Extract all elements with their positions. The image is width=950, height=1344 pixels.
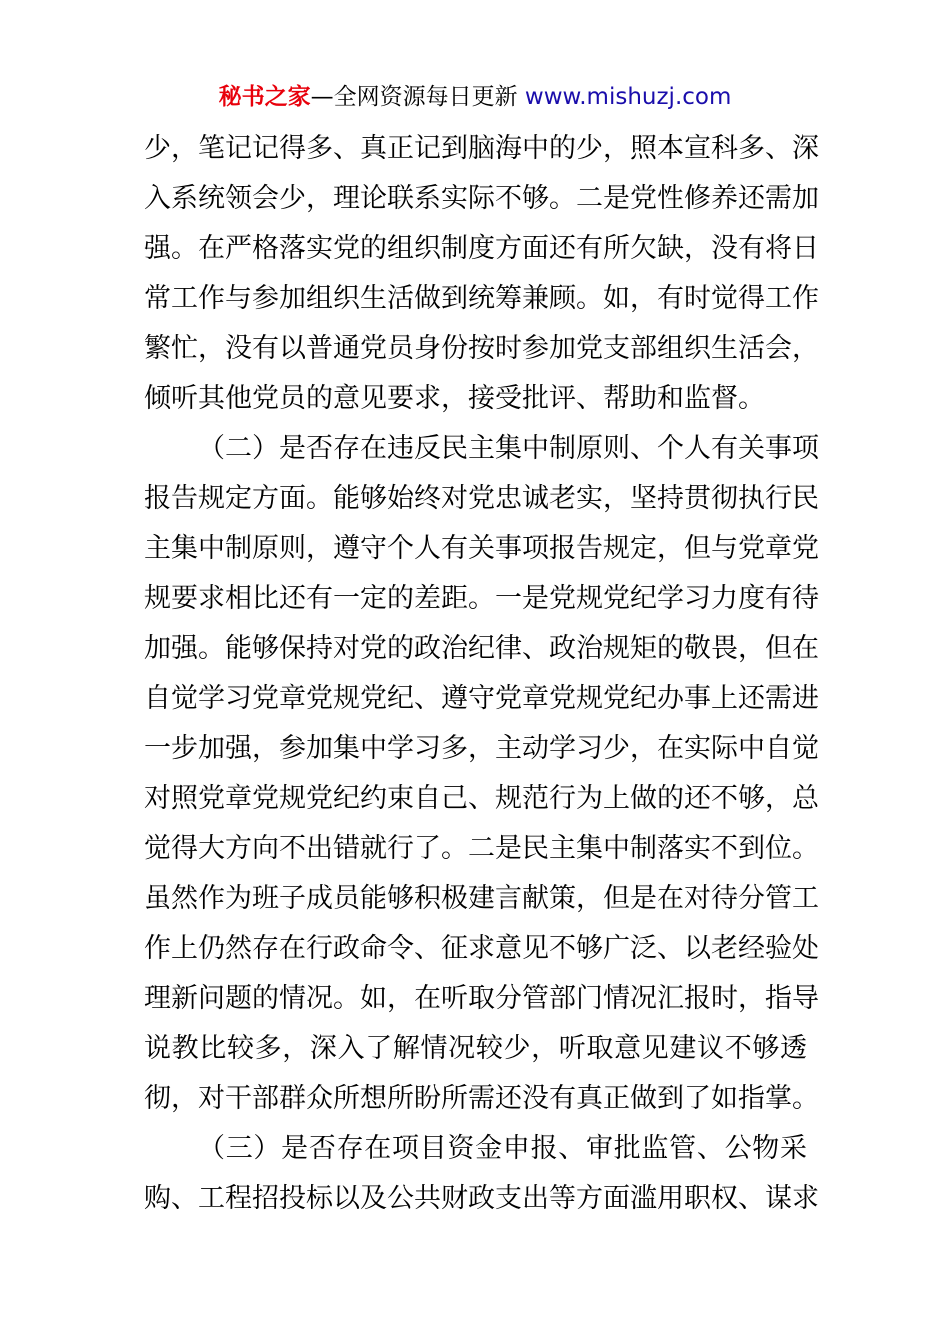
text-line: 少，笔记记得多、真正记到脑海中的少，照本宣科多、深 — [144, 133, 819, 164]
text-line: 作上仍然存在行政命令、征求意见不够广泛、以老经验处 — [144, 933, 819, 964]
text-line: 理新问题的情况。如，在听取分管部门情况汇报时，指导 — [144, 983, 819, 1014]
text-line: 说教比较多，深入了解情况较少，听取意见建议不够透 — [144, 1033, 807, 1064]
text-line: 主集中制原则，遵守个人有关事项报告规定，但与党章党 — [144, 533, 819, 564]
text-line: 一步加强，参加集中学习多，主动学习少，在实际中自觉 — [144, 733, 819, 764]
section-heading-line: （三）是否存在项目资金申报、审批监管、公物采 — [198, 1133, 807, 1164]
text-line: 强。在严格落实党的组织制度方面还有所欠缺，没有将日 — [144, 233, 819, 264]
text-line: 倾听其他党员的意见要求，接受批评、帮助和监督。 — [144, 383, 765, 414]
text-line: 繁忙，没有以普通党员身份按时参加党支部组织生活会， — [144, 333, 819, 364]
site-tagline: —全网资源每日更新 — [310, 84, 525, 110]
text-line: 自觉学习党章党规党纪、遵守党章党规党纪办事上还需进 — [144, 683, 819, 714]
site-brand: 秘书之家 — [218, 84, 311, 110]
text-line: 对照党章党规党纪约束自己、规范行为上做的还不够，总 — [144, 783, 819, 814]
section-heading-line: （二）是否存在违反民主集中制原则、个人有关事项 — [198, 433, 819, 464]
text-line: 常工作与参加组织生活做到统筹兼顾。如，有时觉得工作 — [144, 283, 819, 314]
text-line: 规要求相比还有一定的差距。一是党规党纪学习力度有待 — [144, 583, 819, 614]
site-header — [0, 80, 950, 114]
text-line: 加强。能够保持对党的政治纪律、政治规矩的敬畏，但在 — [144, 633, 819, 664]
text-line: 觉得大方向不出错就行了。二是民主集中制落实不到位。 — [144, 833, 819, 864]
text-line: 入系统领会少，理论联系实际不够。二是党性修养还需加 — [144, 183, 819, 214]
text-line: 购、工程招投标以及公共财政支出等方面滥用职权、谋求 — [144, 1183, 819, 1214]
text-line: 虽然作为班子成员能够积极建言献策，但是在对待分管工 — [144, 883, 819, 914]
site-url-link[interactable]: www.mishuzj.com — [524, 84, 732, 110]
text-line: 报告规定方面。能够始终对党忠诚老实，坚持贯彻执行民 — [144, 483, 819, 514]
text-line: 彻，对干部群众所想所盼所需还没有真正做到了如指掌。 — [144, 1083, 819, 1114]
document-body — [144, 124, 819, 1224]
